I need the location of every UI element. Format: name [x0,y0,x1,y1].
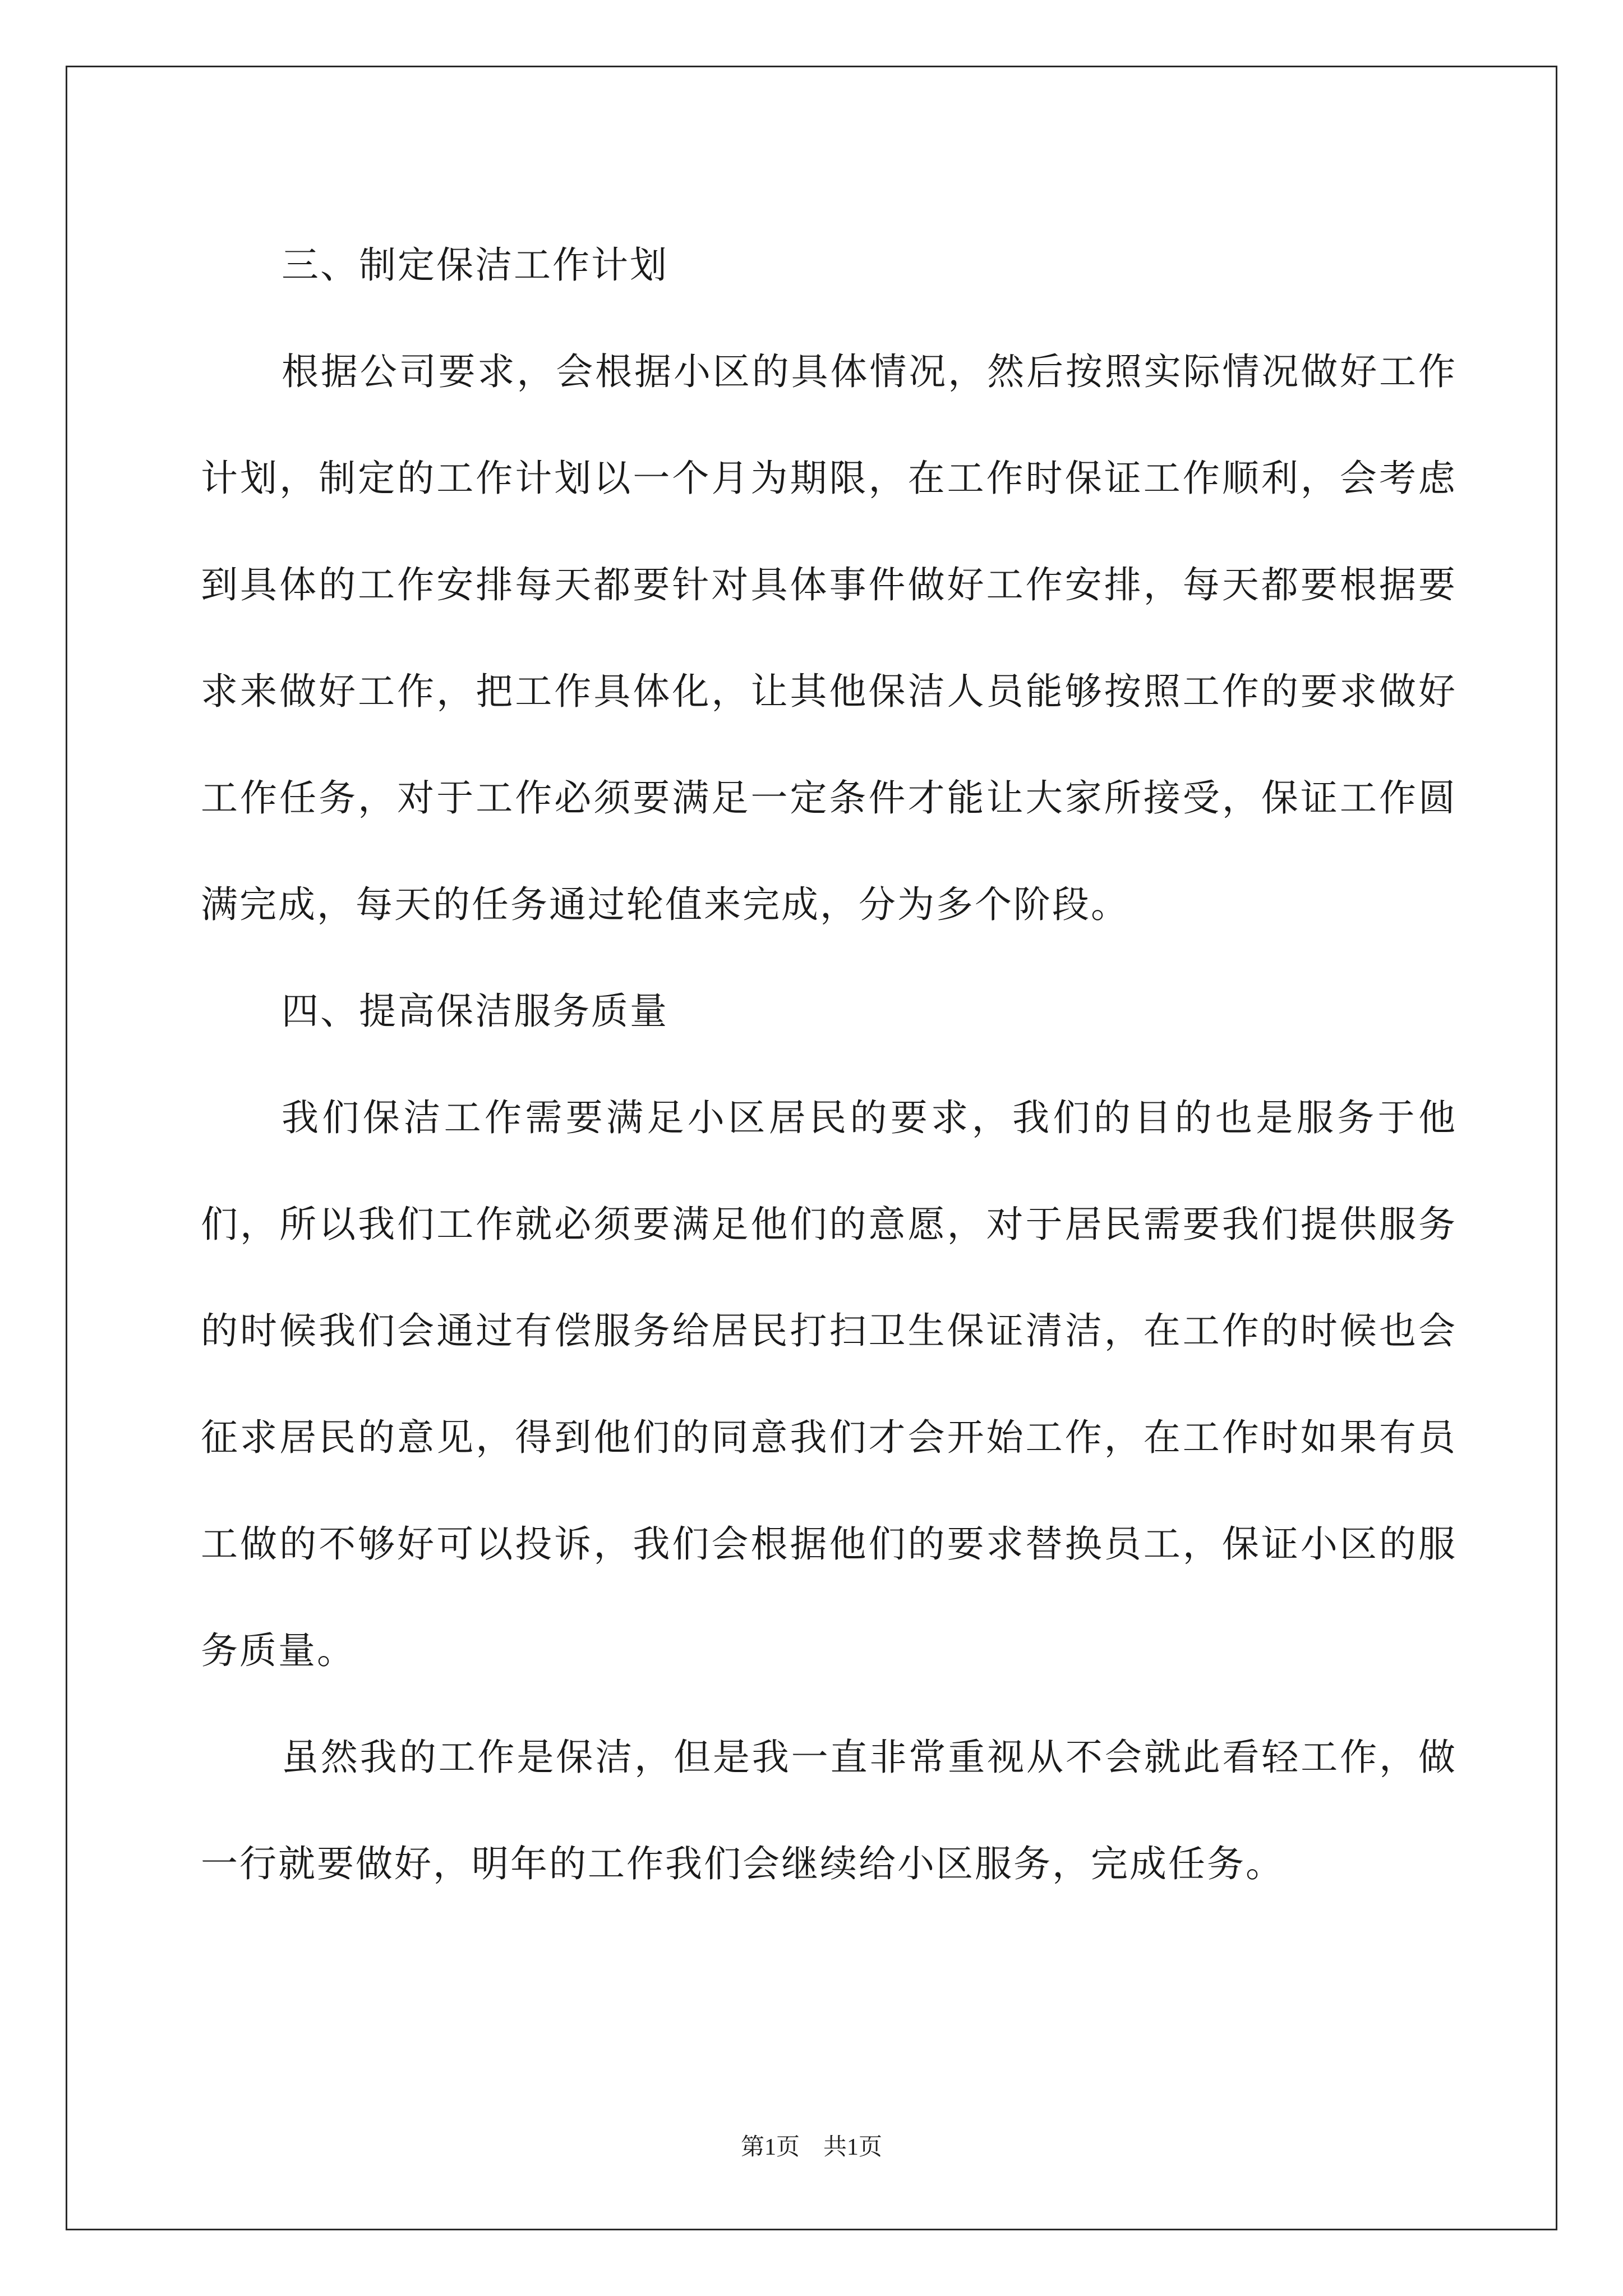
document-body [201,212,1457,1917]
section-4-paragraph-1: 我们保洁工作需要满足小区居民的要求，我们的目的也是服务于他们，所以我们工作就必须要满足他们的意愿，对于居民需要我们提供服务的时候我们会通过有偿服务给居民打扫卫生保证清洁，在工作的时候也会征求居民的意见，得到他们的同意我们才会开始工作，在工作时如果有员工做的不够好可以投诉，我们会根据他们的要求替换员工，保证小区的服务质量。 [201,1096,1457,1672]
page-number-footer: 第1页 共1页 [740,2134,882,2160]
closing-paragraph: 虽然我的工作是保洁，但是我一直非常重视从不会就此看轻工作，做一行就要做好，明年的工作我们会继续给小区服务，完成任务。 [201,1736,1457,1885]
section-3-paragraph-1: 根据公司要求，会根据小区的具体情况，然后按照实际情况做好工作计划，制定的工作计划以一个月为期限，在工作时保证工作顺利，会考虑到具体的工作安排每天都要针对具体事件做好工作安排，每天都要根据要求来做好工作，把工作具体化，让其他保洁人员能够按照工作的要求做好工作任务，对于工作必须要满足一定条件才能让大家所接受，保证工作圆满完成，每天的任务通过轮值来完成，分为多个阶段。 [201,350,1457,926]
section-4-heading: 四、提高保洁服务质量 [282,990,668,1033]
section-3-heading: 三、制定保洁工作计划 [282,243,668,287]
